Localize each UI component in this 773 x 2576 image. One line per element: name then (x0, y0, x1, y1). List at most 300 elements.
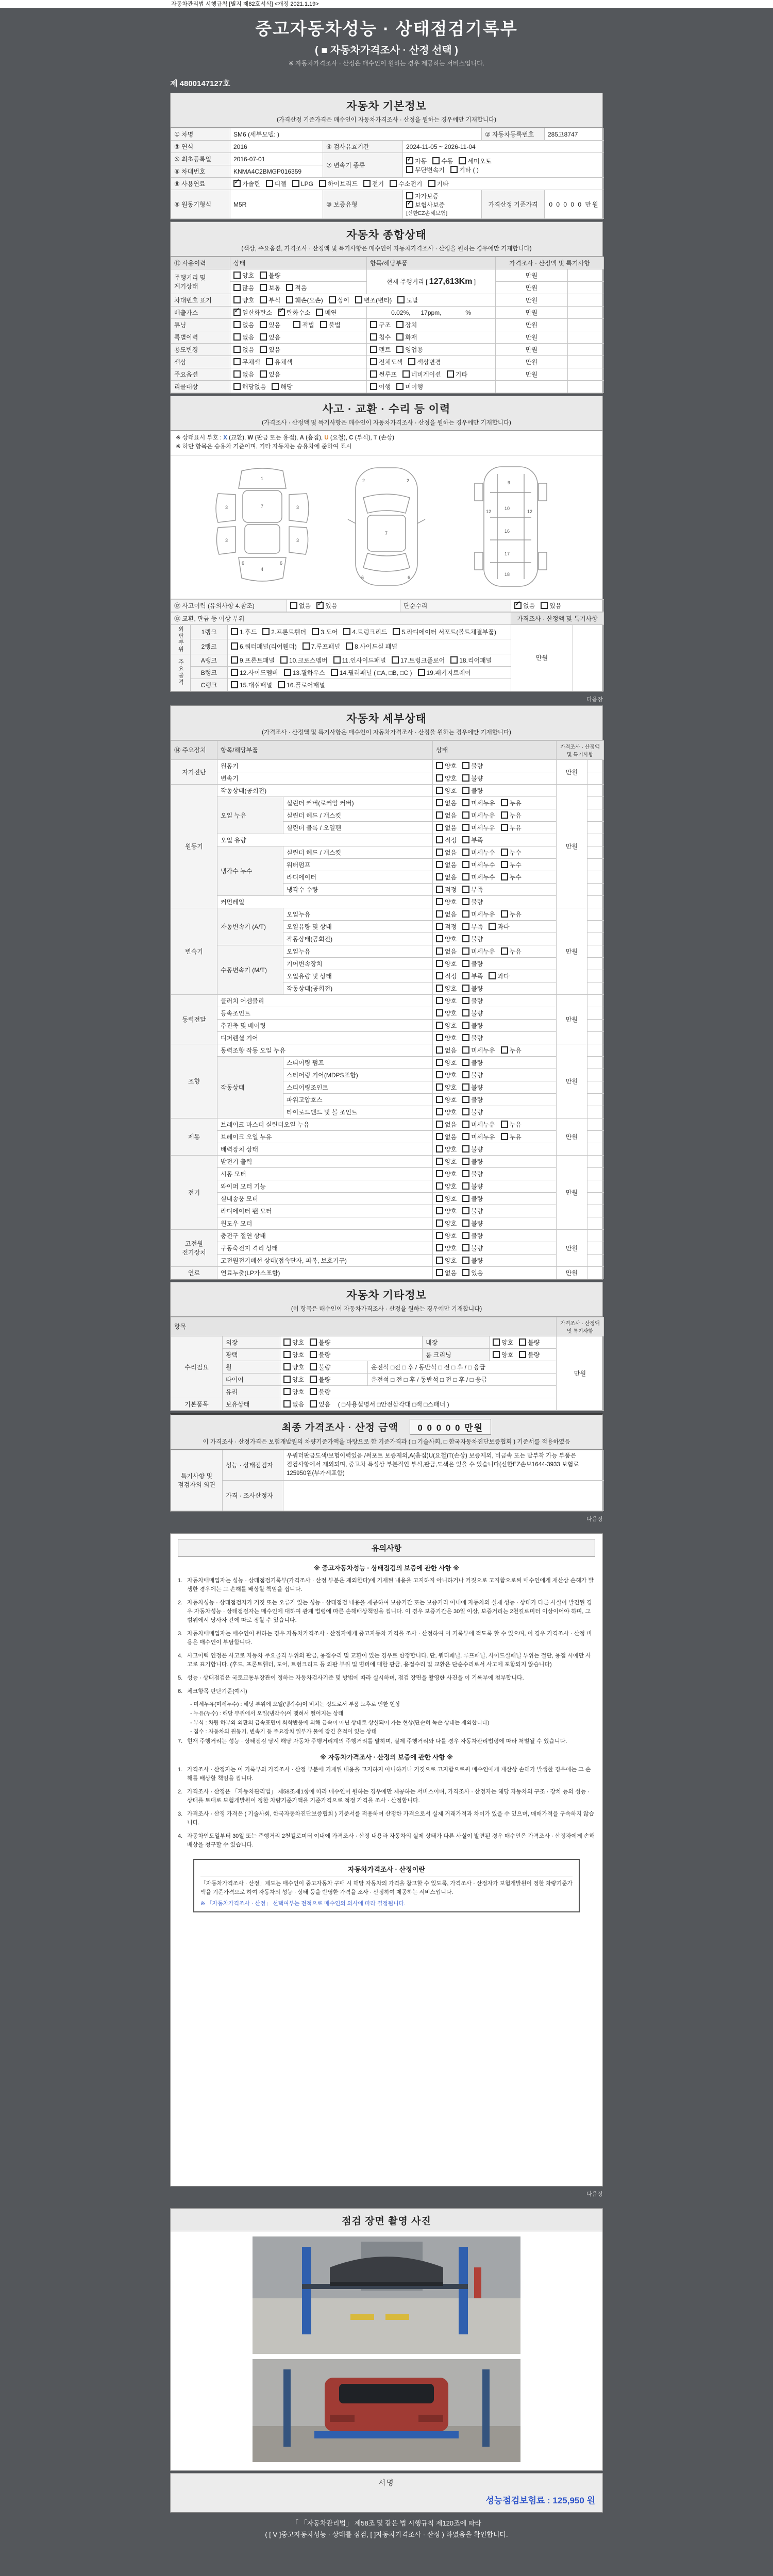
checkbox[interactable] (310, 1351, 317, 1358)
checkbox[interactable] (462, 985, 469, 992)
option-양호: 양호 (436, 1095, 457, 1104)
svg-text:17: 17 (505, 551, 510, 556)
checkbox[interactable] (396, 383, 404, 390)
checkbox[interactable] (260, 333, 267, 341)
option-불량: 불량 (462, 1231, 483, 1240)
option-기타: 기타 (428, 179, 449, 188)
option-양호: 양호 (436, 1145, 457, 1154)
checkbox[interactable] (331, 669, 338, 676)
checkbox[interactable] (493, 1338, 500, 1346)
document-header (0, 8, 773, 76)
option-이행: 이행 (370, 382, 391, 391)
option-불량: 불량 (462, 1170, 483, 1178)
checkbox[interactable] (266, 180, 273, 187)
checkbox[interactable] (501, 873, 508, 880)
checkbox[interactable] (396, 346, 404, 353)
checkbox[interactable] (462, 799, 469, 806)
option-세미오토: 세미오토 (459, 157, 491, 165)
option-없음: 없음 (436, 947, 457, 956)
checkbox[interactable] (436, 799, 443, 806)
checkbox[interactable] (233, 180, 241, 187)
checkbox[interactable] (436, 985, 443, 992)
checkbox[interactable] (489, 972, 496, 979)
option-불량: 불량 (462, 1244, 483, 1252)
option-8.사이드실 패널: 8.사이드실 패널 (346, 642, 397, 651)
notice-item: 3. 자동차매매업자는 매수인이 원하는 경우 자동차가격조사 · 산정자에게 중고자동차 가격을 조사 · 산정하여 이 기록부에 적도록 할 수 있으며, 이 경우 가격조사 · 산정 비용은 매수인이 부담합니다. (178, 1630, 592, 1646)
comprehensive-grid: ⑪ 사용이력 상태 항목/해당부품 가격조사 · 산정액 및 특기사항 주행거리 및 계기상태 양호 불량 현재 주행거리 [ 127,613Km ] 만원 많음 보통 적음 만원 차대번호 표기 양호 부식 훼손(오손) 상이 변조(변타) 도말 만원 배출가스 ✓ 일산화탄소 ✓ 탄화수소 매연 0.02%, 17ppm, % 만원 튜닝 없음 있음 적법 불법 구조 장치 만원 특별이력 없음 있음 침수 화재 만원 용도변경 없음 있음 렌트 영업용 만원 색상 무채색 유채색 전체도색 색상변경 만원 주요옵션 없음 있음 썬루프 네비게이션 기타 만원 리콜대상 해당없음 해당 이행 미이행 (171, 257, 604, 393)
checkbox[interactable] (316, 602, 324, 609)
option-기타: 기타 (447, 370, 467, 379)
checkbox[interactable] (462, 1034, 469, 1041)
svg-text:2: 2 (407, 478, 410, 483)
checkbox[interactable] (462, 1219, 469, 1227)
checkbox[interactable] (436, 1244, 443, 1251)
option-미세누수: 미세누수 (462, 848, 495, 857)
checkbox[interactable] (436, 1059, 443, 1066)
option-1.후드: 1.후드 (231, 628, 257, 636)
checkbox[interactable] (501, 947, 508, 955)
notice-item: 5. 성능 · 상태점검은 국토교통부장관이 정하는 자동차검사기준 및 방법에 따라 실시하며, 점검 장면을 촬영한 사진을 이 기록부에 첨부합니다. (178, 1674, 524, 1681)
checkbox[interactable] (406, 166, 413, 173)
option-양호: 양호 (436, 1071, 457, 1079)
checkbox[interactable] (436, 898, 443, 905)
checkbox[interactable] (392, 656, 399, 664)
checkbox[interactable] (436, 1071, 443, 1078)
checkbox[interactable] (462, 1046, 469, 1054)
svg-text:18: 18 (505, 571, 510, 577)
checkbox[interactable] (231, 628, 238, 635)
section-basic-info (170, 93, 603, 219)
checkbox[interactable] (370, 333, 377, 341)
checkbox[interactable] (436, 1034, 443, 1041)
checkbox[interactable] (436, 935, 443, 942)
checkbox[interactable] (436, 1182, 443, 1190)
option-양호: 양호 (436, 1058, 457, 1067)
checkbox[interactable] (233, 333, 241, 341)
device-group-label: 원동기 (171, 784, 217, 908)
option-19.패키지트레이: 19.패키지트레이 (418, 668, 471, 677)
notices-heading: 유의사항 (178, 1539, 595, 1557)
checkbox[interactable] (462, 787, 469, 794)
checkbox[interactable] (462, 1083, 469, 1091)
checkbox[interactable] (283, 1400, 291, 1408)
checkbox[interactable] (283, 1388, 291, 1395)
option-양호: 양호 (436, 996, 457, 1005)
option-양호: 양호 (436, 959, 457, 968)
checkbox[interactable] (418, 669, 425, 676)
device-group-label: 동력전달 (171, 994, 217, 1044)
legend-code-C: C (349, 435, 354, 441)
checkbox[interactable] (541, 602, 548, 609)
checkbox[interactable] (462, 1195, 469, 1202)
checkbox[interactable] (370, 370, 377, 378)
checkbox[interactable] (310, 1400, 317, 1408)
comprehensive-heading: 자동차 종합상태 (346, 229, 427, 241)
checkbox[interactable] (272, 383, 279, 390)
option-미세누유: 미세누유 (462, 823, 495, 832)
checkbox[interactable] (286, 296, 293, 303)
option-누수: 누수 (501, 860, 522, 869)
checkbox[interactable] (408, 358, 415, 365)
legend-code-U: U (324, 435, 329, 441)
option-없음: 없음 (436, 811, 457, 820)
option-7.루프패널: 7.루프패널 (303, 642, 340, 651)
checkbox[interactable] (284, 669, 291, 676)
checkbox[interactable] (293, 321, 300, 328)
option-불량: 불량 (462, 786, 483, 795)
option-탄화수소: ✓ 탄화수소 (278, 308, 310, 317)
notice-subitem: - 침수 : 자동차의 원동기, 변속기 등 주요장치 일부가 물에 잠긴 흔적이 있는 상태 (190, 1728, 377, 1735)
checkbox[interactable] (260, 370, 267, 378)
checkbox[interactable] (462, 836, 469, 843)
checkbox[interactable] (501, 799, 508, 806)
checkbox[interactable] (406, 157, 413, 164)
option-미세누유: 미세누유 (462, 811, 495, 820)
notice-item: 7. 현재 주행거리는 성능 · 상태점검 당시 해당 자동차 주행거리계의 주행거리를 말하며, 실제 주행거리와 다를 경우 자동차관리법령에 따라 처벌될 수 있습니다. (178, 1738, 567, 1745)
checkbox[interactable] (462, 1096, 469, 1103)
checkbox[interactable] (260, 284, 267, 291)
checkbox[interactable] (283, 1351, 291, 1358)
checkbox[interactable] (501, 824, 508, 831)
checkbox[interactable] (280, 656, 288, 664)
checkbox[interactable] (233, 383, 241, 390)
checkbox[interactable] (436, 873, 443, 880)
option-양호: 양호 (436, 1244, 457, 1252)
checkbox[interactable] (233, 346, 241, 353)
checkbox[interactable] (450, 656, 458, 664)
inspection-photo-rear (253, 2359, 520, 2462)
checkbox[interactable] (370, 321, 377, 328)
checkbox[interactable] (462, 1257, 469, 1264)
final-price-label: 최종 가격조사 · 산정 금액 (281, 1422, 398, 1433)
option-누유: 누유 (501, 1046, 522, 1055)
checkbox[interactable] (436, 762, 443, 769)
checkbox[interactable] (233, 370, 241, 378)
svg-text:7: 7 (385, 530, 388, 536)
option-해당: 해당 (272, 382, 292, 391)
checkbox[interactable] (436, 1046, 443, 1054)
checkbox[interactable] (462, 1108, 469, 1115)
checkbox[interactable] (462, 774, 469, 782)
checkbox[interactable] (436, 1257, 443, 1264)
option-불량: 불량 (462, 1108, 483, 1116)
checkbox[interactable] (319, 180, 326, 187)
checkbox[interactable] (355, 296, 362, 303)
checkbox[interactable] (436, 861, 443, 868)
checkbox[interactable] (462, 1207, 469, 1214)
option-훼손(오손): 훼손(오손) (286, 296, 323, 304)
checkbox[interactable] (501, 861, 508, 868)
option-누수: 누수 (501, 873, 522, 882)
notice-item: 6. 체크항목 판단기준(예시) (178, 1688, 247, 1694)
checkbox[interactable] (462, 1059, 469, 1066)
checkbox[interactable] (233, 296, 241, 303)
checkbox[interactable] (501, 849, 508, 856)
notices-section1-title: ※ 중고자동차성능 · 상태점검의 보증에 관한 사항 ※ (313, 1564, 460, 1572)
checkbox[interactable] (390, 180, 397, 187)
checkbox[interactable] (329, 296, 336, 303)
checkbox[interactable] (462, 898, 469, 905)
checkbox[interactable] (310, 1376, 317, 1383)
checkbox[interactable] (436, 774, 443, 782)
checkbox[interactable] (303, 642, 310, 650)
checkbox[interactable] (231, 681, 238, 688)
checkbox[interactable] (231, 656, 238, 664)
checkbox[interactable] (436, 1232, 443, 1239)
checkbox[interactable] (310, 1363, 317, 1370)
checkbox[interactable] (346, 642, 353, 650)
option-무채색: 무채색 (233, 358, 260, 366)
checkbox[interactable] (436, 1108, 443, 1115)
option-없음: 없음 (436, 860, 457, 869)
checkbox[interactable] (501, 1121, 508, 1128)
detail-title (171, 706, 602, 740)
checkbox[interactable] (462, 873, 469, 880)
checkbox[interactable] (501, 1133, 508, 1140)
checkbox[interactable] (436, 960, 443, 967)
accident-note: (가격조사 · 산정액 및 특기사항은 매수인이 자동차가격조사 · 산정을 원하는 경우에만 기재합니다) (262, 420, 511, 426)
final-price-note: 이 가격조사 · 산정가격은 보험개발원의 차량기준가액을 바탕으로 한 기준가격과 ( □ 기술사회, □ 한국자동차진단보증협회 ) 기준서를 적용하였음 (203, 1438, 570, 1445)
checkbox[interactable] (462, 947, 469, 955)
checkbox[interactable] (402, 370, 410, 378)
device-group-label: 변속기 (171, 908, 217, 994)
checkbox[interactable] (436, 910, 443, 918)
checkbox[interactable] (316, 309, 323, 316)
checkbox[interactable] (462, 1022, 469, 1029)
checkbox[interactable] (363, 180, 371, 187)
checkbox[interactable] (310, 1338, 317, 1346)
checkbox[interactable] (462, 997, 469, 1004)
checkbox[interactable] (397, 296, 405, 303)
checkbox[interactable] (233, 358, 241, 365)
option-9.프론트패널: 9.프론트패널 (231, 656, 275, 665)
detail-state-table (171, 740, 602, 1279)
checkbox[interactable] (462, 1182, 469, 1190)
checkbox[interactable] (519, 1351, 526, 1358)
device-group-label: 제동 (171, 1118, 217, 1155)
checkbox[interactable] (462, 1121, 469, 1128)
checkbox[interactable] (260, 321, 267, 328)
checkbox[interactable] (283, 1376, 291, 1383)
remarks-table (171, 1450, 602, 1511)
checkbox[interactable] (462, 849, 469, 856)
option-누유: 누유 (501, 910, 522, 919)
checkbox[interactable] (462, 960, 469, 967)
checkbox[interactable] (462, 935, 469, 942)
option-3.도어: 3.도어 (312, 628, 338, 636)
checkbox[interactable] (493, 1351, 500, 1358)
option-없음: 없음 (436, 1046, 457, 1055)
option-양호: 양호 (436, 1083, 457, 1092)
checkbox[interactable] (310, 1388, 317, 1395)
checkbox[interactable] (260, 346, 267, 353)
checkbox[interactable] (462, 923, 469, 930)
option-부족: 부족 (462, 885, 483, 894)
checkbox[interactable] (436, 836, 443, 843)
checkbox[interactable] (459, 157, 466, 164)
checkbox[interactable] (320, 321, 327, 328)
checkbox[interactable] (312, 628, 319, 635)
checkbox[interactable] (292, 180, 299, 187)
notice-item: 1. 자동차매매업자는 성능 · 상태점검기록부(가격조사 · 산정 부분은 제외한다)에 기재된 내용을 고지하지 아니하거나 거짓으로 고지함으로써 매수인에게 재산상 손해가 발생한 경우에는 그 손해를 배상할 책임을 집니다. (178, 1577, 594, 1592)
checkbox[interactable] (290, 602, 297, 609)
remarks-grid: 특기사항 및 점검자의 의견 성능 · 상태점검자 우쿼터판금도색/보험이력있음 /써포트 보증제외,A(흠집)U(요철)T(손상) 보증제외, 비금속 또는 탈부착 가능 부품은 점검사항에서 제외되며, 중고차 특성상 부분적인 부식,판금,도색은 있을 수 있습니다(신한EZ손보1644-3933 보험료 125950원(부가세포함) 가격 · 조사산정자 (171, 1450, 604, 1511)
option-없음: 없음 (436, 910, 457, 919)
checkbox[interactable] (462, 1269, 469, 1276)
option-부족: 부족 (462, 922, 483, 931)
checkbox[interactable] (233, 309, 241, 316)
option-누유: 누유 (501, 799, 522, 807)
checkbox[interactable] (231, 669, 238, 676)
option-불량: 불량 (462, 1207, 483, 1215)
next-page-indicator: 다음장 (586, 696, 603, 703)
option-양호: 양호 (436, 1256, 457, 1265)
checkbox[interactable] (462, 1170, 469, 1177)
checkbox[interactable] (436, 1133, 443, 1140)
checkbox[interactable] (436, 1083, 443, 1091)
checkbox[interactable] (462, 762, 469, 769)
checkbox[interactable] (436, 947, 443, 955)
checkbox[interactable] (370, 358, 377, 365)
checkbox[interactable] (283, 1363, 291, 1370)
car-underbody-diagram (459, 462, 562, 591)
option-4.트렁크리드: 4.트렁크리드 (343, 628, 387, 636)
option-불량: 불량 (462, 897, 483, 906)
checkbox[interactable] (393, 628, 400, 635)
panel-group-label: 주요골격 (171, 654, 191, 691)
checkbox[interactable] (396, 321, 404, 328)
option-불량: 불량 (462, 1182, 483, 1191)
option-양호: 양호 (436, 1170, 457, 1178)
checkbox[interactable] (233, 321, 241, 328)
checkbox[interactable] (436, 1158, 443, 1165)
checkbox[interactable] (462, 1244, 469, 1251)
option-불량: 불량 (462, 1021, 483, 1030)
svg-text:10: 10 (505, 505, 510, 511)
option-양호: 양호 (493, 1350, 513, 1359)
option-구조: 구조 (370, 320, 391, 329)
device-group-label: 전기 (171, 1155, 217, 1229)
checkbox[interactable] (278, 309, 285, 316)
checkbox[interactable] (462, 1071, 469, 1078)
checkbox[interactable] (489, 923, 496, 930)
form-reference-strip (0, 0, 773, 8)
option-불량: 불량 (462, 1194, 483, 1203)
checkbox[interactable] (462, 1145, 469, 1153)
option-양호: 양호 (436, 761, 457, 770)
checkbox[interactable] (436, 1170, 443, 1177)
checkbox[interactable] (233, 284, 241, 291)
other-title (171, 1282, 602, 1317)
checkbox[interactable] (462, 1232, 469, 1239)
option-없음: 없음 (283, 1400, 304, 1409)
checkbox[interactable] (436, 1145, 443, 1153)
checkbox[interactable] (462, 1158, 469, 1165)
option-없음: 없음 (436, 799, 457, 807)
checkbox[interactable] (501, 811, 508, 819)
checkbox[interactable] (262, 628, 270, 635)
checkbox[interactable] (462, 861, 469, 868)
checkbox[interactable] (260, 272, 267, 279)
accident-table (171, 599, 602, 691)
checkbox[interactable] (406, 201, 413, 208)
checkbox[interactable] (370, 346, 377, 353)
checkbox[interactable] (260, 296, 267, 303)
checkbox[interactable] (286, 284, 293, 291)
checkbox[interactable] (436, 1195, 443, 1202)
checkbox[interactable] (428, 180, 435, 187)
detail-grid: ⑭ 주요장치 항목/해당부품 상태 가격조사 · 산정액 및 특기사항 자기진단 원동기 양호 불량 만원 변속기 양호 불량 원동기 작동상태(공회전) 양호 불량 만원 오일 누유 실린더 커버(로커암 커버) 없음 미세누유 누유 실린더 헤드 / 개스킷 없음 미세누유 누유 실린더 블록 / 오일팬 없음 미세누유 누유 오일 유량 적정 부족 냉각수 누수 실린더 헤드 / 개스킷 없음 미세누수 누수 워터펌프 없음 미세누수 누수 라디에이터 없음 미세누수 누수 냉각수 수량 적정 부족 커먼레일 양호 불량 변속기 자동변속기 (A/T) 오일누유 없음 미세누유 누유 만원 오일유량 및 상태 적정 부족 과다 작동상태(공회전) 양호 불량 수동변속기 (M/T) 오일누유 없음 미세누유 누유 기어변속장치 양호 불량 오일유량 및 상태 적정 부족 과다 작동상태(공회전) 양호 불량 동력전달 클러치 어셈블리 양호 불량 만원 등속조인트 양호 불량 추진축 및 베어링 양호 불량 디퍼렌셜 기어 양호 불량 조향 동력조향 작동 오일 누유 없음 미세누유 누유 만원 작동상태 스티어링 펌프 양호 불량 스티어링 기어(MDPS포함) 양호 불량 스티어링조인트 양호 불량 파워고압호스 양호 불량 타이로드엔드 및 볼 조인트 양호 불량 제동 브레이크 마스터 실린더오일 누유 없음 미세누유 누유 만원 브레이크 오일 누유 없음 미세누유 누유 배력장치 상태 양호 불량 전기 발전기 출력 양호 불량 만원 시동 모터 양호 불량 와이퍼 모터 기능 양호 불량 실내송풍 모터 양호 불량 라디에이터 팬 모터 양호 불량 윈도우 모터 양호 불량 고전원 전기장치 충전구 절연 상태 양호 불량 만원 구동축전지 격리 상태 양호 불량 고전원전기배선 상태(접속단자, 피복, 보호기구) 양호 불량 연료 연료누출(LP가스포함) 없음 있음 만원 (171, 740, 604, 1279)
other-info-table (171, 1317, 602, 1411)
option-불량: 불량 (462, 1145, 483, 1154)
checkbox[interactable] (501, 1046, 508, 1054)
checkbox[interactable] (436, 923, 443, 930)
option-있음: 있음 (260, 320, 280, 329)
option-양호: 양호 (436, 1033, 457, 1042)
checkbox[interactable] (462, 1133, 469, 1140)
checkbox[interactable] (436, 1269, 443, 1276)
checkbox[interactable] (396, 333, 404, 341)
checkbox[interactable] (333, 656, 341, 664)
checkbox[interactable] (462, 910, 469, 918)
option-불량: 불량 (462, 1033, 483, 1042)
option-10.크로스멤버: 10.크로스멤버 (280, 656, 328, 665)
checkbox[interactable] (436, 1096, 443, 1103)
checkbox[interactable] (231, 642, 238, 650)
checkbox[interactable] (447, 370, 454, 378)
checkbox[interactable] (501, 910, 508, 918)
checkbox[interactable] (436, 997, 443, 1004)
checkbox[interactable] (436, 1121, 443, 1128)
checkbox[interactable] (278, 681, 285, 688)
svg-text:6: 6 (242, 560, 245, 566)
checkbox[interactable] (436, 1009, 443, 1016)
checkbox[interactable] (343, 628, 350, 635)
checkbox[interactable] (462, 886, 469, 893)
checkbox[interactable] (436, 972, 443, 979)
checkbox[interactable] (450, 166, 458, 173)
checkbox[interactable] (462, 811, 469, 819)
checkbox[interactable] (436, 811, 443, 819)
option-불량: 불량 (310, 1387, 330, 1396)
checkbox[interactable] (436, 824, 443, 831)
option-불량: 불량 (462, 984, 483, 993)
checkbox[interactable] (370, 383, 377, 390)
option-양호: 양호 (436, 774, 457, 783)
checkbox[interactable] (462, 1009, 469, 1016)
checkbox[interactable] (462, 972, 469, 979)
checkbox[interactable] (436, 1207, 443, 1214)
checkbox[interactable] (266, 358, 273, 365)
checkbox[interactable] (436, 886, 443, 893)
checkbox[interactable] (519, 1338, 526, 1346)
checkbox[interactable] (436, 849, 443, 856)
option-12.사이드멤버: 12.사이드멤버 (231, 668, 278, 677)
section-remarks (170, 1449, 603, 1512)
checkbox[interactable] (514, 602, 522, 609)
checkbox[interactable] (436, 1022, 443, 1029)
option-적음: 적음 (286, 283, 307, 292)
option-있음: 있음 (260, 333, 280, 342)
price-box-text: 「자동차가격조사 · 산정」제도는 매수인이 중고자동차 구매 시 해당 자동차의 가격을 참고할 수 있도록, 가격조사 · 산정자가 보험개발원이 정한 차량기준가액을 기준가격으로 하여 자동차의 성능 · 상태 등을 반영한 가격을 조사 · 산정하여 제공하는 서비스입니다. (200, 1880, 573, 1896)
checkbox[interactable] (432, 157, 440, 164)
checkbox[interactable] (436, 1219, 443, 1227)
option-있음: ✓ 있음 (316, 601, 337, 610)
checkbox[interactable] (233, 272, 241, 279)
checkbox[interactable] (436, 787, 443, 794)
checkbox[interactable] (462, 824, 469, 831)
checkbox[interactable] (283, 1338, 291, 1346)
